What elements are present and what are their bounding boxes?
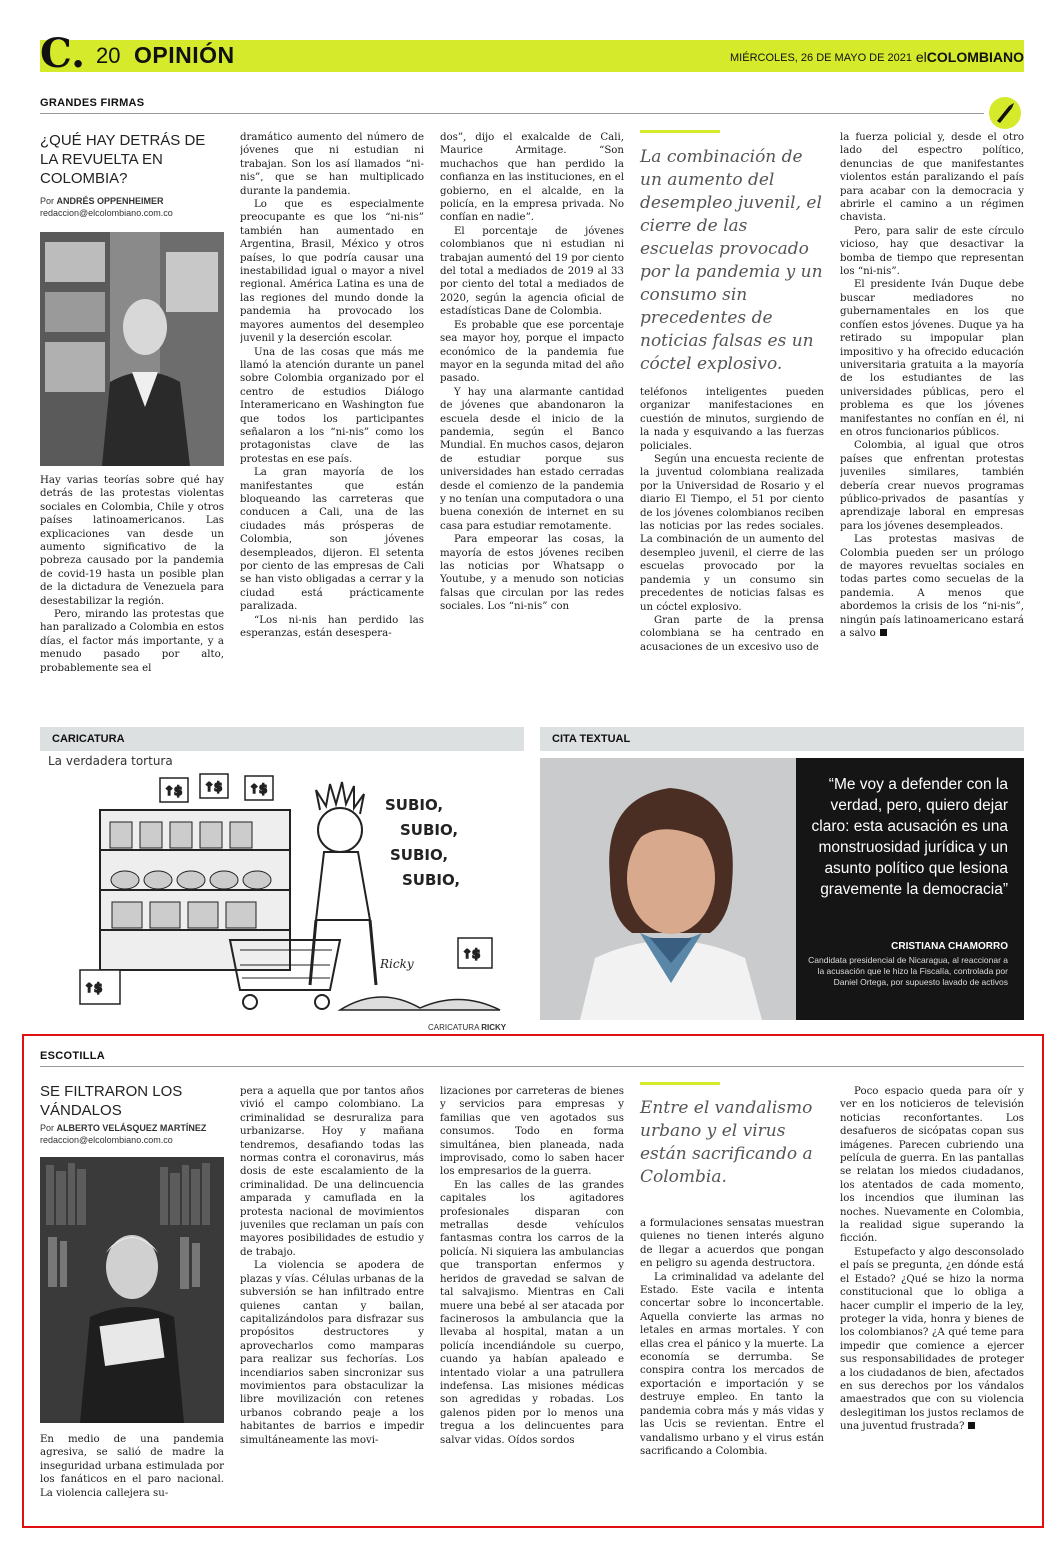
author-photo xyxy=(40,232,224,466)
pullquote-bar xyxy=(640,1082,720,1085)
cartoon-caption: La verdadera tortura xyxy=(48,754,173,768)
article2-headline: SE FILTRARON LOS VÁNDALOS xyxy=(40,1083,183,1119)
svg-text:SUBIO,: SUBIO, xyxy=(385,796,444,814)
newspaper-logo: C. xyxy=(40,30,86,77)
svg-text:↑$: ↑$ xyxy=(204,780,223,794)
cartoon-credit: CARICATURA RICKY xyxy=(428,1023,507,1032)
svg-text:↑$: ↑$ xyxy=(164,784,183,798)
pullquote-bar xyxy=(640,130,720,133)
article1-column-5: la fuerza policial y, desde el otro lado del espectro político, denuncias de que manifestantes violentos están paralizando el país para acabar con la democracia y abrirle el camino a un régimen chavista. Pero, para salir de este círculo vicioso, hay que desactivar la bomba de tiempo que representan los “ni-nis”. El presidente Iván Duque debe buscar mediadores no gubernamentales en los que confíen estos jóvenes. Duque ya ha retirado su impopular plan impositivo y ha ofrecido educación universitaria gratuita a la mayoría de los estudiantes de las universidades públicas, pero el problema es que los jóvenes manifestantes no confían en él, ni en otros funcionarios públicos. Colombia, al igual que otros países que enfrentan protestas juveniles similares, también debería crear nuevos programas público-privados de pasantías y aprendizaje laboral en empresas para los jóvenes desempleados. Las protestas masivas de Colombia pueden ser un prólogo de mayores revueltas sociales en todas partes como secuelas de la pandemia. A menos que abordemos la crisis de los “ni-nis”, ningún país latinoamericano estará a salvo xyxy=(840,132,1024,640)
article2-column-2: pera a aquella que por tantos años vivió el campo colombiano. La criminalidad se desruraliza para urbanizarse. Hoy y mañana tendremos, desafiando todas las normas contra el coronavirus, más dosis de este escalamiento de la criminalidad. De una delincuencia amparada y camuflada en la protesta nacional de movimientos juveniles que reclaman un país con mayores posibilidades de estudio y de trabajo. La violencia se apodera de plazas y vías. Células urbanas de la subversión se han infiltrado entre quienes cantan y bailan, capitalizándolos para disfrazar sus propósitos destructores y aprovecharlos como mamparas para realizar sus fechorías. Los incendiarios saben sincronizar sus movimientos para obstaculizar la libre movilización con retenes urbanos cobrando peaje a los habitantes de barrios e impedir simultáneamente las movi- xyxy=(240,1086,424,1446)
svg-text:SUBIO,: SUBIO, xyxy=(390,846,449,864)
cita-photo xyxy=(540,758,800,1020)
article2-column-3: lizaciones por carreteras de bienes y servicios para empresas y familias que ven agotados sus consumos. Todo en forma simultánea, bien planeada, nada improvisado, como lo saben hacer los empresarios de la guerra. En las calles de las grandes capitales los agitadores profesionales disparan con metrallas desde vehículos fantasmas contra los carros de la policía. Ni siquiera las ambulancias que transportan enfermos y heridos de gravedad se salvan de tal salvajismo. Mientras en Cali muere una bebé al ser atacada por facinerosos la ambulancia que la llevaba al hospital, matan a un policía incendiándole su cuerpo, cuando ya habían apaleado e intentado violar a una patrullera indefensa. Las misiones médicas son agredidas y robadas. Los galenos piden por lo menos una tregua a los delincuentes para salvar vidas. Oídos sordos xyxy=(440,1086,624,1446)
brand-name: elCOLOMBIANO xyxy=(915,49,1024,65)
end-mark-icon xyxy=(968,1422,975,1429)
article1-column-1: Hay varias teorías sobre qué hay detrás de las protestas violentas sociales en Colombia, Chile y otros países latinoamericanos. Las explicaciones van desde un aumento significativo de la pobreza causado por la pandemia de covid-19 hasta un posible plan de la dictadura de Venezuela para desestabilizar la región. Pero, mirando las protestas que han paralizado a Colombia en estos días, el factor más importante, y a menudo pasado por alto, probablemente sea el xyxy=(40,475,224,674)
divider xyxy=(40,113,984,114)
section-title: OPINIÓN xyxy=(134,42,235,68)
article1-column-3: dos”, dijo el exalcalde de Cali, Maurice Armitage. “Son muchachos que han perdido la confianza en las instituciones, en el gobierno, en el alcalde, en la policía, en la empresa privada. No confían en nadie”. El porcentaje de jóvenes colombianos que ni estudian ni trabajan aumentó del 19 por ciento del total a mediados de 2019 al 33 por ciento del total a mediados de 2020, según la agencia oficial de estadísticas Dane de Colombia. Es probable que ese porcentaje sea mayor hoy, porque el impacto económico de la pandemia fue mayor en la segunda mitad del año pasado. Y hay una alarmante cantidad de jóvenes que abandonaron la escuela desde el inicio de la pandemia, según el Banco Mundial. En muchos casos, dejaron de estudiar porque sus universidades han estado cerradas desde el comienzo de la pandemia y no tenían una computadora o una buena conexión de internet en su casa para estudiar remotamente. Para empeorar las cosas, la mayoría de estos jóvenes reciben las noticias por Whatsapp o Youtube, y a menudo son noticias falsas que circulan por las redes sociales. Los “ni-nis” con xyxy=(440,132,624,613)
svg-text:↑$: ↑$ xyxy=(84,981,103,995)
article1-column-4: teléfonos inteligentes pueden organizar manifestaciones en cuestión de minutos, surgiendo de la nada y esquivando a las fuerzas policiales. Según una encuesta reciente de la juventud colombiana realizada por la Universidad de Rosario y el diario El Tiempo, el 51 por ciento de los jóvenes colombianos reciben las noticias por las redes sociales. La combinación de un aumento del desempleo juvenil, el cierre de las escuelas provocado por la pandemia y un consumo sin precedentes de noticias falsas es un cóctel explosivo. Gran parte de la prensa colombiana se ha centrado en acusaciones de un excesivo uso de xyxy=(640,387,824,653)
article1-kicker: GRANDES FIRMAS xyxy=(40,97,145,109)
quote-text: “Me voy a defender con la verdad, pero, quiero dejar claro: esta acusación es una monstruosidad jurídica y un asunto político que lesiona gravemente la democracia” xyxy=(811,776,1008,898)
article1-headline: ¿QUÉ HAY DETRÁS DE LA REVUELTA EN COLOMBIA? xyxy=(40,132,206,187)
article1-column-2: dramático aumento del número de jóvenes que ni estudian ni trabajan. Son los así llamados “ni-nis”, que se han multiplicado durante la pandemia. Lo que es especialmente preocupante es que los “ni-nis” también han aumentado en Argentina, Brasil, México y otros países, lo que podría causar una inestabilidad igual o mayor a nivel regional. América Latina es una de las regiones del mundo donde la pandemia ha provocado los mayores aumentos del desempleo juvenil y la deserción escolar. Una de las cosas que más me llamó la atención durante un panel sobre Colombia organizado por el centro de estudios Diálogo Interamericano en Washington fue que todos los participantes señalaron a los “ni-nis” como los protagonistas clave de las protestas en ese país. La gran mayoría de los manifestantes que están bloqueando las carreteras que conducen a Cali, una de las ciudades más prósperas de Colombia, son jóvenes desempleados, dijeron. El setenta por ciento de las empresas de Cali se han visto obligadas a cerrar y la ciudad está prácticamente paralizada. “Los ni-nis han perdido las esperanzas, están desespera- xyxy=(240,132,424,640)
end-mark-icon xyxy=(880,629,887,636)
svg-text:↑$: ↑$ xyxy=(462,947,481,961)
cartoon-kicker: CARICATURA xyxy=(52,733,125,745)
article1-email: redaccion@elcolombiano.com.co xyxy=(40,208,173,218)
article2-byline: Por ALBERTO VELÁSQUEZ MARTÍNEZ xyxy=(40,1123,207,1133)
pen-icon xyxy=(988,96,1022,130)
page-number: 20 xyxy=(96,43,121,68)
article2-column-1: En medio de una pandemia agresiva, se salió de madre la inseguridad urbana estimulada por los fanáticos en el paro nacional. La violencia callejera su- xyxy=(40,1434,224,1499)
svg-text:SUBIO,: SUBIO, xyxy=(400,821,459,839)
issue-date: MIÉRCOLES, 26 DE MAYO DE 2021 xyxy=(730,52,912,64)
article2-column-4: a formulaciones sensatas muestran quienes no tienen interés alguno de llegar a acuerdos que pongan en peligro su agenda destructora. La criminalidad va adelante del Estado. Este vacila e intenta concertar sobre lo inconcertable. Aquella convierte las armas no letales en armas mortales. Y con ellas crea el pánico y la muerte. La economía se derrumba. Se conspira contra los mercados de exportación e importación y se destruye empleo. En tanto la pandemia cobra más y más vidas y las Ucis se revientan. Entre el vandalismo urbano y el virus están sacrificando a Colombia. xyxy=(640,1218,824,1457)
cartoon-signature: Ricky xyxy=(380,957,414,971)
article1-byline: Por ANDRÉS OPPENHEIMER xyxy=(40,196,164,206)
cartoon-illustration xyxy=(40,770,524,1020)
author-photo xyxy=(40,1157,224,1423)
svg-text:SUBIO,: SUBIO, xyxy=(402,871,461,889)
article2-kicker: ESCOTILLA xyxy=(40,1050,106,1062)
article1-pullquote: La combinación de un aumento del desempleo juvenil, el cierre de las escuelas provocado por la pandemia y un consumo sin precedentes de noticias falsas es un cóctel explosivo. xyxy=(640,147,823,374)
quote-author: CRISTIANA CHAMORRO xyxy=(891,941,1008,952)
svg-text:↑$: ↑$ xyxy=(249,782,268,796)
article2-column-5: Poco espacio queda para oír y ver en los noticieros de televisión noticias reconfortantes. Los desafueros de sicópatas copan sus imágenes. Parecen cubriendo una película de guerra. En las pantallas se relatan los miedos ciudadanos, los atentados de cada momento, los incendios que iluminan las noches. Nuevamente en Colombia, la realidad sigue superando la ficción. Estupefacto y algo desconsolado el país se pregunta, ¿en dónde está el Estado? ¿Qué se hizo la norma constitucional que lo obliga a hacer cumplir el imperio de la ley, proteger la vida, honra y bienes de los colombianos? ¿A qué teme para impedir que comience a ejercer sus responsabilidades de proteger a los ciudadanos de bien, afectados en sus derechos por los vándalos amaestrados que con su violencia deslegitiman los justos reclamos de una juventud frustrada? xyxy=(840,1086,1024,1433)
article2-email: redaccion@elcolombiano.com.co xyxy=(40,1135,173,1145)
quote-author-description: Candidata presidencial de Nicaragua, al reaccionar a la acusación que le hizo la Fiscalía, controlada por Daniel Ortega, por supuesto lavado de activos xyxy=(808,955,1008,987)
cita-kicker: CITA TEXTUAL xyxy=(552,733,631,745)
article2-pullquote: Entre el vandalismo urbano y el virus están sacrificando a Colombia. xyxy=(640,1098,813,1187)
divider xyxy=(40,1066,1024,1067)
